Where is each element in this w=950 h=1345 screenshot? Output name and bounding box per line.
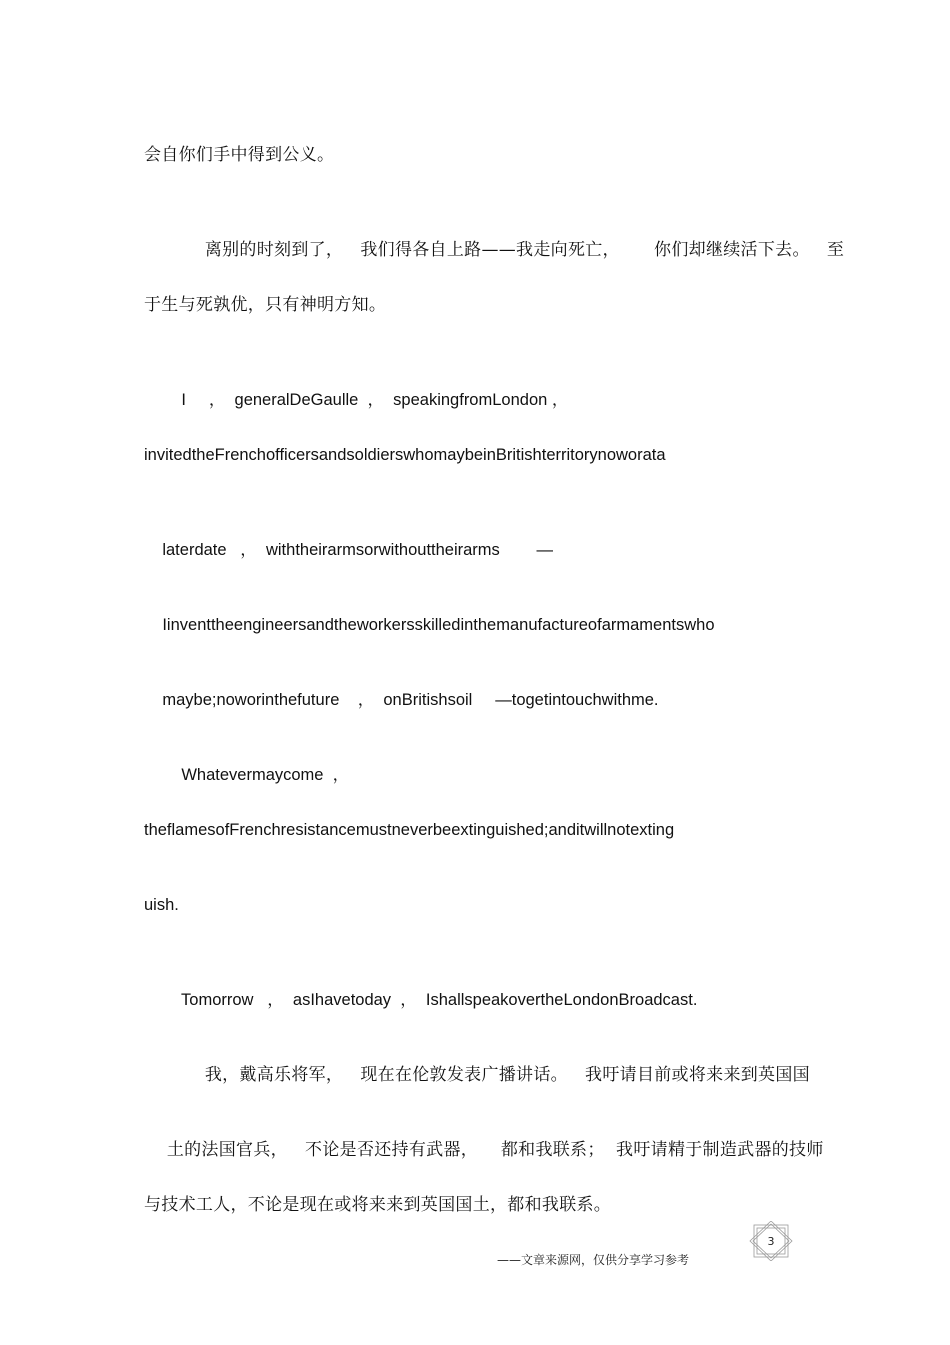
paragraph-line: 会自你们手中得到公义。 — [144, 145, 335, 165]
text-seg: Iinventtheengineersandtheworkersskilledinthemanufactureofarmamentswho — [162, 616, 715, 634]
text-seg: Tomorrow ， asIhavetoday ， IshallspeakovertheLondonBroadcast. — [181, 991, 698, 1009]
paragraph-line: 于生与死孰优，只有神明方知。 — [144, 295, 387, 315]
paragraph-line — [182, 1045, 810, 1105]
text-seg: laterdate ， withtheirarmsorwithouttheirarms — — [162, 541, 553, 559]
text-seg: 离别的时刻到了， 我们得各自上路——我走向死亡， 你们却继续活下去。 至 — [204, 240, 845, 260]
paragraph-line — [144, 670, 659, 730]
paragraph-line: uish. — [144, 896, 179, 914]
text-seg: Whatevermaycome ， — [181, 766, 350, 784]
paragraph-line — [163, 745, 349, 805]
text-seg: I ， generalDeGaulle ， speakingfromLondon ， — [181, 391, 569, 409]
paragraph-line — [163, 370, 568, 430]
footer-source-note: ——文章来源网，仅供分享学习参考 — [497, 1253, 690, 1267]
text-seg: 土的法国官兵， 不论是否还持有武器， 都和我联系； 我吁请精于制造武器的技师 — [166, 1140, 824, 1160]
paragraph-line: invitedtheFrenchofficersandsoldierswhomaybeinBritishterritorynoworata — [144, 446, 666, 464]
paragraph-line: 与技术工人，不论是现在或将来来到英国国土，都和我联系。 — [144, 1195, 612, 1215]
text-seg: 我，戴高乐将军， 现在在伦敦发表广播讲话。 我吁请目前或将来来到英国国 — [204, 1065, 810, 1085]
text-seg: maybe;noworinthefuture ， onBritishsoil —togetintouchwithme. — [162, 691, 659, 709]
page-number-badge — [748, 1221, 794, 1261]
paragraph-line — [144, 520, 553, 580]
paragraph-line — [182, 220, 844, 280]
paragraph-line — [144, 595, 715, 655]
paragraph-line — [163, 970, 697, 1030]
paragraph-line — [144, 1120, 824, 1180]
page-number: 3 — [767, 1234, 775, 1248]
paragraph-line: theflamesofFrenchresistancemustneverbeextinguished;anditwillnotexting — [144, 821, 675, 839]
